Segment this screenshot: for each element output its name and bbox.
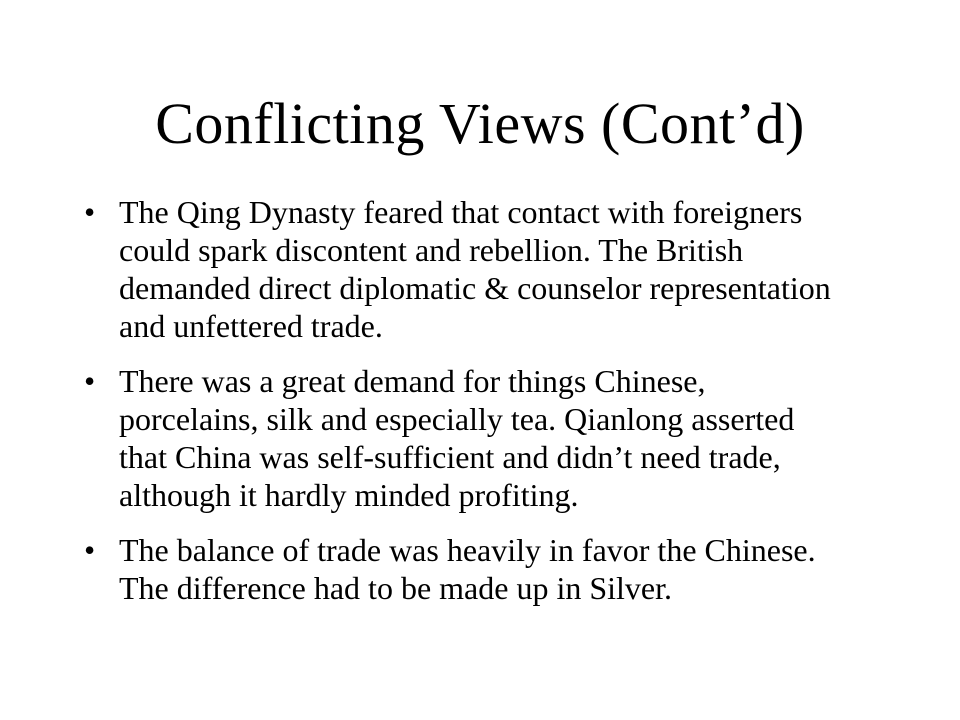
bullet-text: The Qing Dynasty feared that contact with foreigners could spark discontent and rebellion. The British demanded direct diplomatic & counselor representation and unfettered trade.	[119, 194, 831, 344]
bullet-icon: •	[84, 532, 96, 568]
bullet-icon: •	[84, 363, 96, 399]
bullet-text: The balance of trade was heavily in favor the Chinese. The difference had to be made up in Silver.	[119, 532, 816, 606]
bullet-icon: •	[84, 194, 96, 230]
bullet-item	[84, 362, 844, 514]
slide-title: Conflicting Views (Cont’d)	[155, 91, 805, 156]
bullet-item	[84, 531, 844, 607]
bullet-item	[84, 193, 844, 345]
bullet-list	[84, 193, 844, 624]
bullet-text: There was a great demand for things Chinese, porcelains, silk and especially tea. Qianlong asserted that China was self-sufficient and didn’t need trade, although it hardly minded profiting.	[119, 363, 795, 513]
